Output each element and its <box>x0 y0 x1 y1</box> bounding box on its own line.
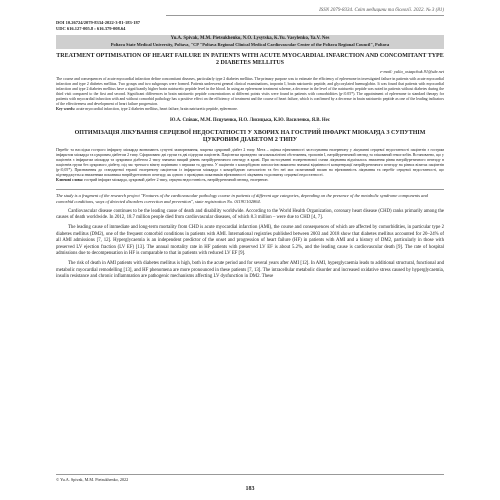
email-link[interactable]: e-mail: yulia_ostapchuk.91@ukr.net <box>380 68 444 74</box>
keywords-label-en: Key words: <box>56 106 76 111</box>
udc: UDC 616.127-005.8 : 616.379-008.64 <box>56 26 126 31</box>
author-band <box>56 35 444 49</box>
doi[interactable]: DOI 10.26724/2079-8334-2022-3-81-183-187 <box>56 20 140 25</box>
authors-uk: Ю.А. Співак, М.М. Пєцухенко, Н.О. Лисицька, К.Ю. Василенко, Я.В. Нес <box>170 117 330 123</box>
abstract-uk: Перебіг та наслідки гострого інфаркту міокарда визначають супутні захворювання, зокрема цукровий діабет 2 типу. Мета – оцінка ефективності застосування еплеренону у лікуванні серцевої недостатності пацієнтів з гострим інфарктом міокарда та цукровим діабетом 2 типу. Сформовано дві групи та дві підгрупи пацієнтів. Пацієнтам проведено загальноклінічні обстеження, тропонін I, натрійуретичний пептид та глікований гемоглобін. Встановлено, що у пацієнтів з інфарктом міокарда та цукровим діабетом 2 типу значимо вищий рівень натрійуретичного пептиду в крові. При застосуванні еплеренонової схеми лікування відмічалось зниження рівня натрійуретичного пептиду в пацієнтів групи без цукрового діабету, під час третього візиту порівняно з першим та другим. У пацієнтів з коморбідною патологією виявлено значимі відмінності концентрації натрійуретичного пептиду на різних візитах пацієнтів (p<0,05*). Призначення до стандартної терапії еплеренону пацієнтам із інфарктом міокарда з коморбідною патологією та без неї має позитивний вплив на ефективність лікування та перебіг серцевої недостатності, що підтверджується зниженням показника натрійуретичного пептиду, як одного з провідних показників ефективності лікування та розвитку серцевої недостатності. <box>56 147 444 177</box>
copyright: © Yu.A. Spivak, M.M. Pietsukhenko, 2022 <box>56 474 444 482</box>
body-paragraph: The risk of death in AMI patients with diabetes mellitus is high, both in the acute period and for several years after AMI [12]. In AMI, hyperglycaemia leads to additional structural, functional and metabolic myocardial remodelling [13], and HF phenomena are more pronounced in these patients [7, 13]. The intracellular metabolic disorder and increased oxidative stress caused by hyperglycaemia, insulin resistance and chronic inflammation are pathogenic mechanisms affecting LV dysfunction in DM2. These <box>56 261 444 280</box>
keywords-en <box>56 107 444 112</box>
affiliation-en: Poltava State Medical University, Poltava, "CP "Poltava Regional Clinical Medical Cardiovascular Center of the Poltava Regional Council", Poltava <box>110 42 390 47</box>
body-paragraph: Cardiovascular disease continues to be the leading cause of death and disability worldwide. According to the World Health Organization, coronary heart disease (CHD) ranks primarily among the causes of death worldwide. In 2012, 18.7 million people died from cardiovascular diseases, of which 8.3 million – were due to CHD [4, 7]. <box>56 208 444 220</box>
article-page <box>56 8 444 496</box>
keywords-uk <box>56 178 444 183</box>
keywords-text-en: acute myocardial infarction, type 2 diabetes mellitus, heart failure, brain natriuretic peptide, eplerenone. <box>76 106 238 111</box>
page-number: 183 <box>245 486 255 492</box>
authors-en: Yu.A. Spivak, M.M. Pietsukhenko, N.O. Lysytska, K.Yu. Vasylenko, Ya.V. Nes <box>170 36 330 41</box>
title-en: TREATMENT OPTIMISATION OF HEART FAILURE IN PATIENTS WITH ACUTE MYOCARDIAL INFARCTION AND CONCOMITANT TYPE 2 DIABETES MELLITUS <box>56 52 444 66</box>
keywords-label-uk: Ключові слова: <box>56 177 84 182</box>
article-body <box>56 209 444 281</box>
keywords-text-uk: гострий інфаркт міокарда, цукровий діабет 2 типу, серцева недостатність, натрійуретичний пептид, еплеренон. <box>84 177 269 182</box>
journal-header: ISSN 2079-8334. Світ медицини та біології. 2022. № 3 (81) <box>166 8 444 16</box>
study-note: The study is a fragment of the research project "Features of the cardiovascular pathology course in patients of different age categories, depending on the presence of the metabolic syndrome components and comorbid conditions, ways of detected disorders correction and prevention", state registration No. 0119U102864. <box>56 189 444 205</box>
title-uk: ОПТИМІЗАЦІЯ ЛІКУВАННЯ СЕРЦЕВОЇ НЕДОСТАТНОСТІ У ХВОРИХ НА ГОСТРИЙ ІНФАРКТ МІОКАРДА З СУПУТНІМ ЦУКРОВИМ ДІАБЕТОМ 2 ТИПУ <box>74 129 426 143</box>
body-paragraph: The leading cause of immediate and long-term mortality from CHD is acute myocardial infarction (AMI), the course and consequences of which are affected by comorbidities, in particular type 2 diabetes mellitus (DM2), one of the frequent comorbid conditions in patients with AMI. International registries published between 2003 and 2018 show that diabetes mellitus accounted for 20–24% of all AMI admissions [7, 12]. Hyperglycaemia is an independent predictor of the onset and progression of heart failure (HF) in patients with AMI and a history of DM2, particularly in those with preserved LV ejection fraction (LV EF) [13]. The annual mortality rate in HF patients with preserved LV EF is about 5.2%, and the leading cause is cardiovascular death [9]. The rate of hospital admissions due to decompensation in HF is comparable to that in patients with reduced LV EF [9]. <box>56 225 444 256</box>
article-meta <box>56 20 444 32</box>
abstract-en: The course and consequences of acute myocardial infarction define concomitant diseases, particularly type 2 diabetes mellitus. The primary purpose was to estimate the efficiency of eplerenone in investigated failure in patients with acute myocardial infarction and type 2 diabetes mellitus. Two groups and two subgroups were formed. Patients underwent general clinical examinations, troponin I, brain natriuretic peptide, and glycosylated haemoglobin. It was found that patients with myocardial infarction and type 2 diabetes mellitus have a significantly higher brain natriuretic peptide level in the blood. In using an eplerenone treatment scheme, a decrease in the level of the natriuretic peptide was noted in patients without diabetes during the third visit compared to the first and second. Significant differences in brain natriuretic peptide concentrations at different points visits were found in patients with comorbidities (p<0.05*). The appointment of eplerenone to standard therapy for patients with myocardial infarction with and without comorbid pathology has a positive effect on the efficiency of treatment and the course of heart failure, which is confirmed by a decrease in brain natriuretic peptide as one of the leading indicators of the effectiveness and development of heart failure progression. <box>56 76 444 106</box>
